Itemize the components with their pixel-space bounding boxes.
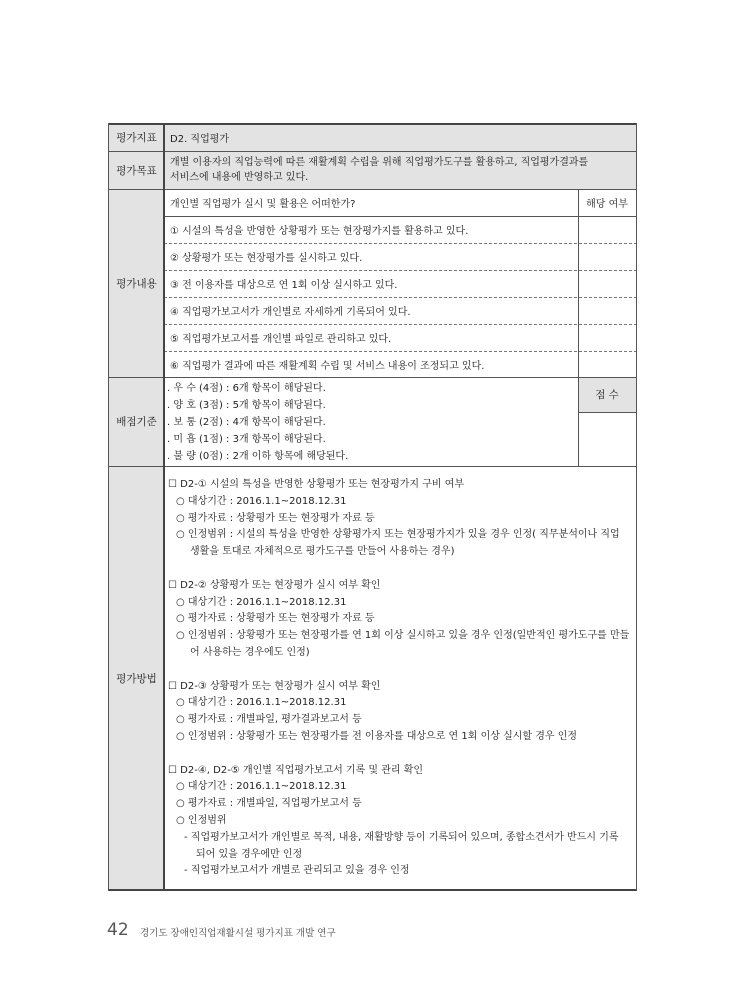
applicable-column-border bbox=[578, 189, 579, 377]
method-heading: ☐ D2-③ 상황평가 또는 현장평가 실시 여부 확인 bbox=[168, 680, 381, 692]
item-divider bbox=[164, 243, 637, 244]
row-divider bbox=[108, 377, 637, 378]
method-item: ○ 평가자료 : 상황평가 또는 현장평가 자료 등 bbox=[176, 613, 375, 625]
method-subitem-cont: 되어 있을 경우에만 인정 bbox=[196, 848, 303, 860]
row-divider bbox=[164, 216, 637, 217]
content-item-6: ⑥ 직업평가 결과에 따른 재활계획 수립 및 서비스 내용이 조정되고 있다. bbox=[170, 360, 485, 372]
criteria-label: 배점기준 bbox=[109, 377, 164, 466]
goal-text bbox=[170, 155, 630, 185]
method-label: 평가방법 bbox=[109, 466, 164, 890]
method-item: ○ 대상기간 : 2016.1.1~2018.12.31 bbox=[176, 495, 347, 507]
row-divider bbox=[108, 151, 637, 152]
criteria-line: . 불 량 (0점) : 2개 이하 항목에 해당된다. bbox=[167, 451, 349, 462]
criteria-line: . 우 수 (4점) : 6개 항목이 해당된다. bbox=[167, 383, 326, 394]
goal-line: 개별 이용자의 직업능력에 따른 재활계획 수립을 위해 직업평가도구를 활용하고, 직업평가결과를 bbox=[170, 157, 589, 168]
content-item-5: ⑤ 직업평가보고서를 개인별 파일로 관리하고 있다. bbox=[170, 334, 392, 345]
goal-label: 평가목표 bbox=[109, 151, 164, 189]
method-item: ○ 인정범위 bbox=[176, 814, 227, 826]
criteria-line: . 양 호 (3점) : 5개 항목이 해당된다. bbox=[167, 400, 326, 411]
content-item-3: ③ 전 이용자를 대상으로 연 1회 이상 실시하고 있다. bbox=[170, 280, 398, 291]
content-item-2: ② 상황평가 또는 현장평가를 실시하고 있다. bbox=[170, 253, 363, 264]
criteria-list bbox=[167, 380, 577, 465]
method-subitem: - 직업평가보고서가 개별로 관리되고 있을 경우 인정 bbox=[184, 865, 410, 877]
criteria-line: . 미 흡 (1점) : 3개 항목이 해당된다. bbox=[167, 434, 326, 445]
item-divider bbox=[164, 270, 637, 271]
method-item: ○ 평가자료 : 상황평가 또는 현장평가 자료 등 bbox=[176, 512, 375, 524]
row-divider bbox=[108, 189, 637, 190]
method-gap bbox=[168, 561, 634, 578]
method-item: ○ 인정범위 : 상황평가 또는 현장평가를 전 이용자를 대상으로 연 1회 이상 실시할 경우 인정 bbox=[176, 730, 578, 742]
method-text bbox=[168, 477, 634, 880]
content-item-4: ④ 직업평가보고서가 개인별로 자세하게 기록되어 있다. bbox=[170, 307, 411, 318]
table-left-border bbox=[108, 123, 109, 891]
item-divider bbox=[164, 297, 637, 298]
content-label: 평가내용 bbox=[109, 189, 164, 377]
method-item: ○ 대상기간 : 2016.1.1~2018.12.31 bbox=[176, 697, 347, 709]
score-divider bbox=[578, 412, 637, 413]
score-header: 점 수 bbox=[595, 389, 619, 401]
label-column-border bbox=[163, 123, 165, 891]
indicator-value: D2. 직업평가 bbox=[170, 134, 230, 145]
applicable-header: 해당 여부 bbox=[586, 199, 628, 210]
indicator-label: 평가지표 bbox=[109, 124, 164, 151]
method-item: ○ 대상기간 : 2016.1.1~2018.12.31 bbox=[176, 596, 347, 608]
method-subitem: - 직업평가보고서가 개인별로 목적, 내용, 재활방향 등이 기록되어 있으며, 종합소견서가 반드시 기록 bbox=[184, 831, 619, 843]
method-item: ○ 평가자료 : 개별파일, 평가결과보고서 등 bbox=[176, 714, 362, 726]
method-item: ○ 평가자료 : 개별파일, 직업평가보고서 등 bbox=[176, 798, 362, 810]
table-top-border bbox=[108, 123, 637, 125]
score-column-border bbox=[578, 377, 579, 466]
criteria-line: . 보 통 (2점) : 4개 항목이 해당된다. bbox=[167, 417, 326, 428]
method-item-cont: 어 사용하는 경우에도 인정) bbox=[190, 646, 310, 658]
item-divider bbox=[164, 351, 637, 352]
table-right-border bbox=[636, 123, 637, 891]
method-heading: ☐ D2-② 상황평가 또는 현장평가 실시 여부 확인 bbox=[168, 579, 381, 591]
table-bottom-border bbox=[108, 889, 637, 891]
footer-title: 경기도 장애인직업재활시설 평가지표 개발 연구 bbox=[140, 928, 336, 939]
goal-line: 서비스에 내용에 반영하고 있다. bbox=[170, 172, 309, 183]
method-gap bbox=[168, 746, 634, 763]
item-divider bbox=[164, 324, 637, 325]
content-question: 개인별 직업평가 실시 및 활용은 어떠한가? bbox=[170, 199, 356, 210]
page-number: 42 bbox=[107, 920, 129, 940]
method-heading: ☐ D2-④, D2-⑤ 개인별 직업평가보고서 기록 및 관리 확인 bbox=[168, 764, 424, 776]
row-divider bbox=[108, 466, 637, 467]
method-item: ○ 대상기간 : 2016.1.1~2018.12.31 bbox=[176, 781, 347, 793]
content-item-1: ① 시설의 특성을 반영한 상황평가 또는 현장평가지를 활용하고 있다. bbox=[170, 226, 469, 237]
method-item: ○ 인정범위 : 시설의 특성을 반영한 상황평가지 또는 현장평가지가 있을 경우 인정( 직무분석이나 직업 bbox=[176, 529, 620, 541]
method-item-cont: 생활을 토대로 자체적으로 평가도구를 만들어 사용하는 경우) bbox=[190, 546, 455, 558]
method-heading: ☐ D2-① 시설의 특성을 반영한 상황평가 또는 현장평가지 구비 여부 bbox=[168, 479, 465, 490]
method-item: ○ 인정범위 : 상황평가 또는 현장평가를 연 1회 이상 실시하고 있을 경우 인정(일반적인 평가도구를 만들 bbox=[176, 630, 630, 642]
method-gap bbox=[168, 662, 634, 679]
